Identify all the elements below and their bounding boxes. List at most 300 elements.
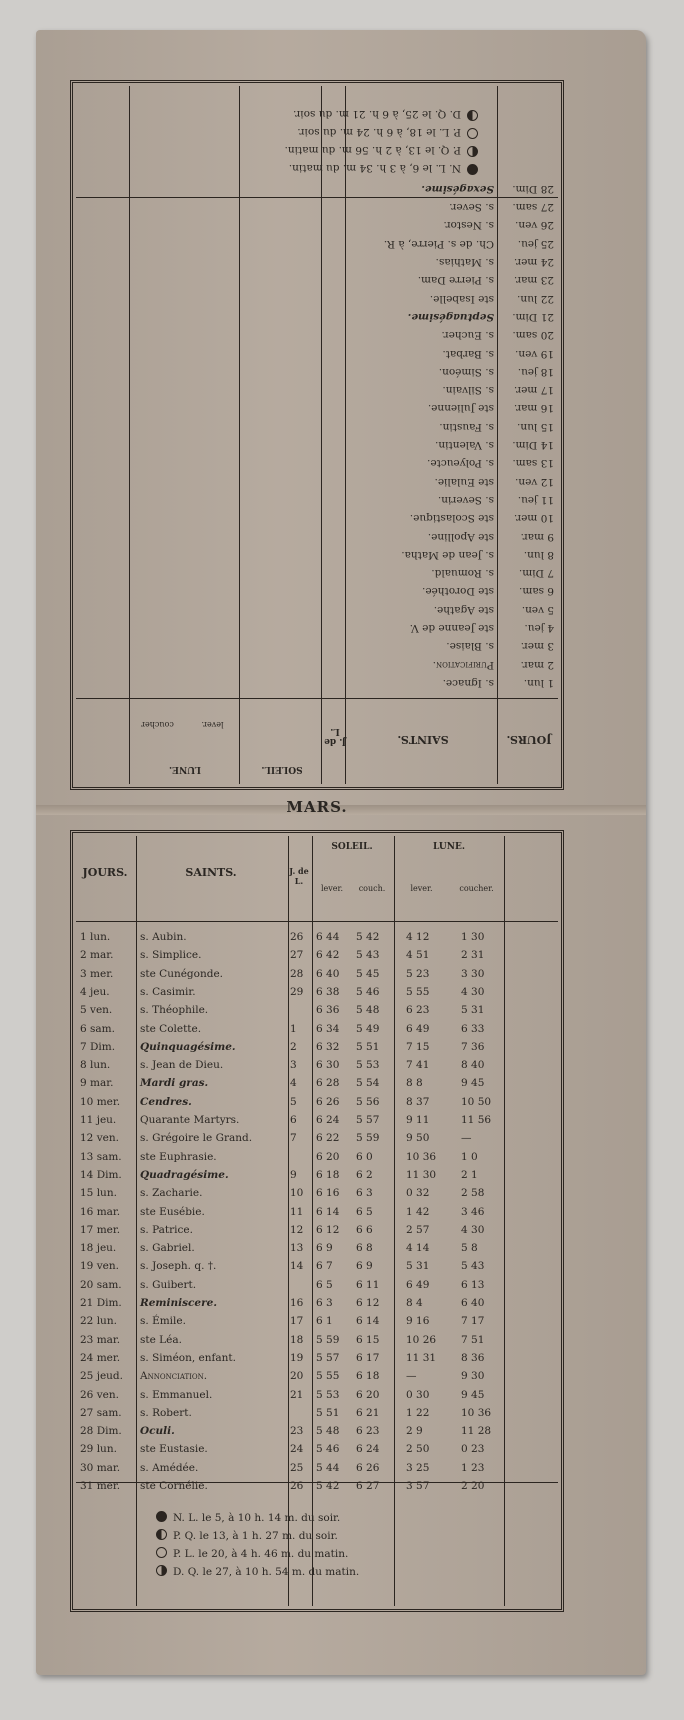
saint-cell: s. Polyeucte.: [427, 457, 494, 470]
table-row: [76, 254, 558, 269]
sunset-cell: 5 51: [356, 1040, 380, 1053]
day-cell: 6 sam.: [80, 1022, 115, 1035]
moonrise-cell: 1 22: [406, 1406, 430, 1419]
day-cell: 30 mar.: [80, 1461, 121, 1474]
saint-cell: Reminiscere.: [140, 1297, 217, 1309]
saint-cell: s. Théophile.: [140, 1004, 209, 1017]
moonset-cell: 2 20: [461, 1480, 485, 1492]
moon-age-cell: 3: [290, 1059, 297, 1072]
saint-cell: ste Eustasie.: [140, 1443, 208, 1456]
moon-phase-icon: [156, 1565, 167, 1576]
moon-phase-text: N. L. le 6, à 3 h. 34 m. du matin.: [288, 162, 461, 174]
sunset-cell: 6 3: [356, 1187, 373, 1200]
moonrise-cell: 9 11: [406, 1114, 430, 1126]
sunrise-cell: 6 3: [316, 1297, 333, 1309]
day-cell: 23 mar.: [80, 1333, 121, 1346]
sunset-cell: 5 54: [356, 1077, 380, 1090]
day-cell: 27 sam.: [80, 1406, 122, 1419]
moonset-cell: 2 58: [461, 1187, 485, 1200]
day-cell: 3 mer.: [80, 967, 114, 980]
moon-phase-line: [156, 1547, 348, 1560]
day-cell: 16 mar.: [513, 402, 554, 415]
moon-age-cell: 13: [290, 1242, 304, 1255]
day-cell: 2 mar.: [520, 658, 554, 671]
table-row: [76, 985, 558, 1000]
saint-cell: ste Jeanne de V.: [409, 622, 494, 635]
sunrise-cell: 5 53: [316, 1388, 340, 1401]
moonset-cell: 6 33: [461, 1022, 485, 1035]
day-cell: 10 mer.: [513, 512, 554, 525]
moonset-cell: 9 30: [461, 1370, 485, 1383]
sunrise-cell: 5 57: [316, 1351, 340, 1364]
day-cell: 27 sam.: [512, 201, 554, 214]
header-lune: LUNE.: [433, 842, 465, 852]
table-row: [76, 291, 558, 306]
day-cell: 15 lun.: [80, 1187, 117, 1200]
day-cell: 13 sam.: [80, 1150, 122, 1163]
day-cell: 5 ven.: [521, 603, 554, 616]
moonset-cell: 5 31: [461, 1004, 485, 1017]
sunrise-cell: 6 28: [316, 1077, 340, 1090]
saint-cell: s. Faustin.: [439, 420, 494, 433]
moon-phase-text: D. Q. le 27, à 10 h. 54 m. du matin.: [173, 1566, 360, 1578]
sunset-cell: 5 46: [356, 985, 380, 998]
header-jours: JOURS.: [506, 733, 552, 746]
header-lune-coucher: coucher.: [459, 884, 494, 893]
sunrise-cell: 6 7: [316, 1260, 333, 1273]
moonrise-cell: 9 50: [406, 1132, 430, 1145]
saint-cell: s. Amédée.: [140, 1461, 199, 1474]
saint-cell: Quadragésime.: [140, 1168, 229, 1181]
header-coucher: coucher: [141, 720, 174, 729]
saint-cell: s. Mathias.: [435, 256, 494, 269]
saint-cell: s. Grégoire le Grand.: [140, 1132, 253, 1145]
moon-age-cell: 1: [290, 1022, 297, 1035]
moon-age-cell: 27: [290, 949, 304, 962]
day-cell: 24 mer.: [80, 1351, 121, 1364]
sunset-cell: 6 6: [356, 1223, 373, 1236]
sunset-cell: 6 8: [356, 1242, 373, 1255]
saint-cell: Quinquagésime.: [140, 1040, 236, 1053]
table-row: [76, 401, 558, 416]
sunrise-cell: 5 55: [316, 1370, 340, 1383]
table-row: [76, 1168, 558, 1183]
table-row: [76, 346, 558, 361]
sunrise-cell: 6 22: [316, 1132, 340, 1145]
table-row: [76, 1296, 558, 1311]
sunset-cell: 5 43: [356, 949, 380, 962]
moonset-cell: 1 30: [461, 931, 485, 943]
sunrise-cell: 5 46: [316, 1443, 340, 1456]
moon-age-cell: 26: [290, 931, 304, 943]
moon-phase-text: P. L. le 18, à 6 h. 24 m. du soir.: [297, 126, 461, 138]
saint-cell: s. Robert.: [140, 1406, 192, 1419]
saint-cell: ste Agathe.: [433, 603, 494, 616]
moonrise-cell: 6 23: [406, 1004, 430, 1017]
table-row: [76, 1076, 558, 1091]
table-row: [76, 1314, 558, 1329]
day-cell: 14 Dim.: [80, 1168, 122, 1181]
day-cell: 5 ven.: [80, 1004, 113, 1017]
table-row: [76, 565, 558, 580]
moonrise-cell: 0 30: [406, 1388, 430, 1401]
day-cell: 8 lun.: [80, 1059, 111, 1072]
moonrise-cell: 11 31: [406, 1351, 437, 1364]
sunrise-cell: 6 44: [316, 931, 340, 943]
day-cell: 12 ven.: [515, 475, 554, 488]
moonset-cell: 2 1: [461, 1168, 478, 1181]
moonset-cell: 4 30: [461, 985, 485, 998]
moonset-cell: 8 40: [461, 1059, 485, 1072]
moon-age-cell: 20: [290, 1370, 304, 1383]
table-row: [76, 1186, 558, 1201]
table-row: [76, 327, 558, 342]
moon-age-cell: 19: [290, 1351, 304, 1364]
moon-age-cell: 12: [290, 1223, 304, 1236]
moon-age-cell: 16: [290, 1297, 304, 1309]
table-row: [76, 948, 558, 963]
moonset-cell: 3 46: [461, 1205, 485, 1218]
table-row: [76, 1040, 558, 1055]
day-cell: 19 ven.: [80, 1260, 119, 1273]
saint-cell: s. Simplice.: [140, 949, 202, 962]
moon-age-cell: 26: [290, 1480, 304, 1492]
sunset-cell: 6 26: [356, 1461, 380, 1474]
saint-cell: s. Zacharie.: [140, 1187, 203, 1200]
day-cell: 16 mar.: [80, 1205, 121, 1218]
sunset-cell: 6 14: [356, 1315, 380, 1328]
table-row: [76, 675, 558, 690]
table-row: [76, 1241, 558, 1256]
moonrise-cell: 11 30: [406, 1168, 437, 1181]
moonrise-cell: 8 4: [406, 1297, 423, 1309]
moonrise-cell: 6 49: [406, 1278, 430, 1291]
saint-cell: s. Joseph. q. †.: [140, 1260, 217, 1273]
moonrise-cell: 1 42: [406, 1205, 430, 1218]
saint-cell: s. Pierre Dam.: [417, 274, 494, 287]
sunrise-cell: 5 59: [316, 1333, 340, 1346]
moon-phase-line: [156, 1529, 338, 1542]
moon-age-cell: 17: [290, 1315, 304, 1328]
saint-cell: Ch. de s. Pierre, à R.: [383, 237, 494, 250]
table-row: [76, 1442, 558, 1457]
moonset-cell: 7 17: [461, 1315, 485, 1328]
day-cell: 26 ven.: [80, 1388, 119, 1401]
table-row: [76, 1388, 558, 1403]
day-cell: 22 lun.: [80, 1315, 117, 1328]
saint-cell: s. Silvain.: [442, 384, 494, 397]
saint-cell: s. Severin.: [437, 494, 494, 506]
moonrise-cell: 5 31: [406, 1260, 430, 1273]
moonset-cell: —: [461, 1132, 472, 1145]
moonset-cell: 10 36: [461, 1406, 492, 1419]
sunset-cell: 6 17: [356, 1351, 380, 1364]
table-row: [76, 1131, 558, 1146]
moonset-cell: 0 23: [461, 1443, 485, 1456]
saint-cell: ste Julienne.: [427, 402, 494, 415]
sunrise-cell: 6 42: [316, 949, 340, 962]
saint-cell: s. Casimir.: [140, 985, 196, 998]
moonset-cell: 5 43: [461, 1260, 485, 1273]
sunset-cell: 6 11: [356, 1278, 380, 1291]
sunrise-cell: 5 42: [316, 1480, 340, 1492]
day-cell: 4 jeu.: [524, 622, 554, 635]
day-cell: 2 mar.: [80, 949, 114, 962]
saint-cell: s. Gabriel.: [140, 1242, 195, 1255]
fevrier-page: [70, 80, 564, 790]
table-row: [76, 272, 558, 287]
table-row: [76, 419, 558, 434]
day-cell: 25 jeud.: [80, 1370, 123, 1383]
table-row: [76, 620, 558, 635]
header-saints: SAINTS.: [397, 733, 449, 746]
moonrise-cell: 0 32: [406, 1187, 430, 1200]
moonrise-cell: 10 26: [406, 1333, 437, 1346]
table-row: [76, 364, 558, 379]
moonrise-cell: 4 14: [406, 1242, 430, 1255]
moonrise-cell: 7 15: [406, 1040, 430, 1053]
sunrise-cell: 6 5: [316, 1278, 333, 1291]
moon-phase-line: [156, 1565, 359, 1578]
sunrise-cell: 6 26: [316, 1095, 340, 1108]
saint-cell: s. Valentin.: [435, 439, 494, 452]
table-row: [76, 455, 558, 470]
moonrise-cell: 3 57: [406, 1480, 430, 1492]
sunrise-cell: 6 1: [316, 1315, 333, 1328]
day-cell: 24 mer.: [513, 256, 554, 269]
table-row: [76, 1150, 558, 1165]
sunset-cell: 5 59: [356, 1132, 380, 1145]
table-row: [76, 967, 558, 982]
moon-phase-line: [285, 144, 478, 157]
saint-cell: ste Colette.: [140, 1022, 202, 1035]
day-cell: 4 jeu.: [80, 985, 110, 998]
moon-age-cell: 11: [290, 1205, 304, 1218]
fevrier-header: [76, 698, 558, 784]
header-lever: lever.: [201, 720, 224, 729]
sunrise-cell: 6 9: [316, 1242, 333, 1255]
day-cell: 9 mar.: [520, 530, 554, 543]
saint-cell: ste Léa.: [140, 1333, 182, 1346]
header-jours: JOURS.: [82, 866, 128, 879]
saint-cell: s. Romuald.: [431, 567, 494, 580]
saint-cell: s. Jean de Dieu.: [140, 1059, 224, 1072]
moonrise-cell: 8 37: [406, 1095, 430, 1108]
moon-age-cell: 14: [290, 1260, 304, 1273]
saint-cell: s. Guibert.: [140, 1278, 197, 1291]
table-row: [76, 1351, 558, 1366]
table-row: [76, 309, 558, 324]
sunset-cell: 5 42: [356, 931, 380, 943]
moonset-cell: 5 8: [461, 1242, 478, 1255]
moonset-cell: 6 13: [461, 1278, 485, 1291]
moon-phase-icon: [467, 110, 478, 121]
moon-phase-text: P. Q. le 13, à 2 h. 56 m. du matin.: [284, 144, 461, 156]
moon-age-cell: 18: [290, 1333, 304, 1346]
day-cell: 22 lun.: [517, 292, 554, 305]
moonrise-cell: 7 41: [406, 1059, 430, 1072]
table-row: [76, 1003, 558, 1018]
sunrise-cell: 6 36: [316, 1004, 340, 1017]
moonset-cell: 11 28: [461, 1425, 492, 1438]
saint-cell: s. Blaise.: [446, 640, 494, 653]
day-cell: 14 Dim.: [512, 439, 554, 452]
moonrise-cell: 2 9: [406, 1425, 423, 1438]
moon-phase-line: [297, 126, 478, 139]
saint-cell: s. Patrice.: [140, 1223, 193, 1236]
saint-cell: ste Dorothée.: [422, 585, 494, 598]
day-cell: 28 Dim.: [80, 1425, 122, 1438]
sunrise-cell: 5 48: [316, 1425, 340, 1438]
moon-phase-line: [293, 108, 478, 121]
moon-age-cell: 25: [290, 1461, 304, 1474]
day-cell: 23 mar.: [513, 274, 554, 287]
moon-age-cell: 2: [290, 1040, 297, 1053]
mars-moon-phases: [76, 1482, 558, 1606]
moonset-cell: 8 36: [461, 1351, 485, 1364]
moonrise-cell: 8 8: [406, 1077, 423, 1090]
moonset-cell: 9 45: [461, 1077, 485, 1090]
moon-phase-text: D. Q. le 25, à 6 h. 21 m. du soir.: [293, 108, 461, 120]
table-row: [76, 474, 558, 489]
table-row: [76, 510, 558, 525]
day-cell: 15 lun.: [517, 420, 554, 433]
day-cell: 19 ven.: [515, 347, 554, 360]
table-row: [76, 1095, 558, 1110]
day-cell: 7 Dim.: [518, 567, 554, 580]
sunrise-cell: 6 38: [316, 985, 340, 998]
moonrise-cell: 2 50: [406, 1443, 430, 1456]
header-lune: LUNE.: [169, 764, 201, 774]
table-row: [76, 382, 558, 397]
saint-cell: ste Isabelle.: [429, 292, 494, 305]
moon-age-cell: 5: [290, 1095, 297, 1108]
table-row: [76, 218, 558, 233]
saint-cell: Purification.: [432, 658, 494, 671]
day-cell: 11 jeu.: [517, 494, 554, 506]
day-cell: 7 Dim.: [80, 1040, 116, 1053]
moonset-cell: 6 40: [461, 1297, 485, 1309]
table-row: [76, 1333, 558, 1348]
moonset-cell: 3 30: [461, 967, 485, 980]
sunrise-cell: 5 44: [316, 1461, 340, 1474]
table-row: [76, 437, 558, 452]
day-cell: 13 sam.: [512, 457, 554, 470]
sunset-cell: 6 18: [356, 1370, 380, 1383]
header-lune-lever: lever.: [410, 884, 433, 893]
sunset-cell: 6 0: [356, 1150, 373, 1163]
table-row: [76, 1058, 558, 1073]
moonset-cell: 2 31: [461, 949, 485, 962]
day-cell: 20 sam.: [512, 329, 554, 342]
header-jdel: J. de L.: [324, 726, 346, 746]
header-saints: SAINTS.: [185, 866, 237, 879]
saint-cell: s. Emmanuel.: [140, 1388, 213, 1401]
saint-cell: ste Eulalie.: [434, 475, 494, 488]
day-cell: 20 sam.: [80, 1278, 122, 1291]
sunrise-cell: 6 32: [316, 1040, 340, 1053]
saint-cell: s. Barbat.: [442, 347, 494, 360]
header-jdel: J. de L.: [289, 866, 309, 886]
day-cell: 3 mer.: [520, 640, 554, 653]
table-row: [76, 199, 558, 214]
saint-cell: ste Cunégonde.: [140, 967, 224, 980]
saint-cell: ste Cornélie.: [140, 1480, 208, 1492]
day-cell: 26 ven.: [515, 219, 554, 232]
saint-cell: s. Ignace.: [442, 677, 494, 689]
moon-phase-icon: [156, 1547, 167, 1558]
saint-cell: Sexagésime.: [421, 182, 494, 195]
day-cell: 21 Dim.: [512, 311, 554, 323]
moonrise-cell: 2 57: [406, 1223, 430, 1236]
month-title: MARS.: [286, 798, 348, 816]
day-cell: 21 Dim.: [80, 1297, 122, 1309]
day-cell: 11 jeu.: [80, 1114, 117, 1126]
table-row: [76, 1223, 558, 1238]
moonrise-cell: 9 16: [406, 1315, 430, 1328]
day-cell: 17 mer.: [80, 1223, 121, 1236]
day-cell: 1 lun.: [80, 931, 111, 943]
moonrise-cell: —: [406, 1370, 417, 1383]
table-row: [76, 529, 558, 544]
table-row: [76, 584, 558, 599]
sunrise-cell: 6 40: [316, 967, 340, 980]
table-row: [76, 547, 558, 562]
saint-cell: s. Sever.: [449, 201, 494, 214]
moonset-cell: 7 36: [461, 1040, 485, 1053]
moon-phase-text: P. Q. le 13, à 1 h. 27 m. du soir.: [173, 1530, 338, 1542]
saint-cell: Mardi gras.: [140, 1077, 209, 1090]
sunrise-cell: 6 24: [316, 1114, 340, 1126]
sunrise-cell: 6 30: [316, 1059, 340, 1072]
sunrise-cell: 6 20: [316, 1150, 340, 1163]
table-row: [76, 638, 558, 653]
day-cell: 6 sam.: [519, 585, 554, 598]
moon-phase-icon: [467, 164, 478, 175]
sunset-cell: 5 57: [356, 1114, 380, 1126]
moon-age-cell: 29: [290, 985, 304, 998]
table-row: [76, 1205, 558, 1220]
header-soleil-lever: lever.: [320, 884, 344, 893]
moonrise-cell: 5 23: [406, 967, 430, 980]
sunset-cell: 5 56: [356, 1095, 380, 1108]
day-cell: 17 mer.: [513, 384, 554, 397]
moon-age-cell: 28: [290, 967, 304, 980]
sunset-cell: 6 2: [356, 1168, 373, 1181]
saint-cell: s. Eucher.: [441, 329, 494, 342]
table-row: [76, 1461, 558, 1476]
sunset-cell: 6 24: [356, 1443, 380, 1456]
sunset-cell: 5 45: [356, 967, 380, 980]
sunset-cell: 6 20: [356, 1388, 380, 1401]
moonset-cell: 1 0: [461, 1150, 478, 1163]
table-row: [76, 492, 558, 507]
sunset-cell: 5 49: [356, 1022, 380, 1035]
day-cell: 10 mer.: [80, 1095, 121, 1108]
saint-cell: s. Nestor.: [443, 219, 494, 232]
day-cell: 28 Dim.: [512, 182, 554, 195]
moonset-cell: 1 23: [461, 1461, 485, 1474]
fevrier-moon-phases: [76, 86, 558, 198]
saint-cell: ste Eusébie.: [140, 1205, 205, 1218]
moonrise-cell: 4 12: [406, 931, 430, 943]
day-cell: 12 ven.: [80, 1132, 119, 1145]
day-cell: 29 lun.: [80, 1443, 117, 1456]
header-soleil: SOLEIL.: [331, 842, 373, 852]
sunset-cell: 6 23: [356, 1425, 380, 1438]
moonset-cell: 11 56: [461, 1114, 492, 1126]
saint-cell: s. Siméon.: [438, 365, 494, 378]
